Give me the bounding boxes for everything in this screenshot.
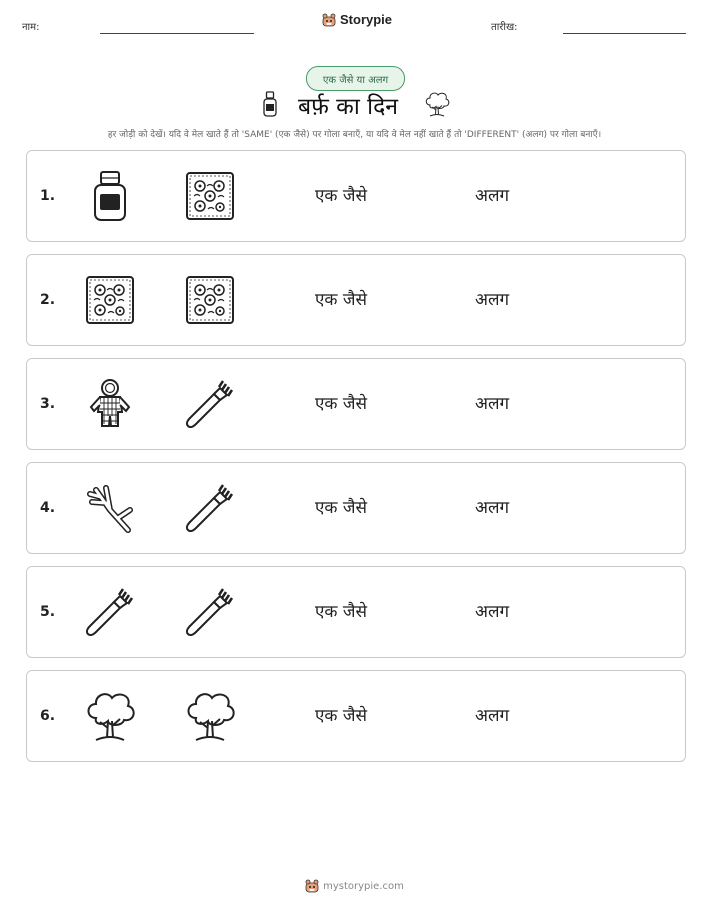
flower-tile-icon — [182, 168, 238, 224]
date-line[interactable] — [563, 33, 686, 34]
different-option[interactable]: अलग — [475, 186, 510, 206]
question-row-5 — [26, 566, 686, 658]
tree-picture — [82, 688, 138, 744]
storypie-mascot-icon — [322, 13, 336, 27]
worksheet-tag: एक जैसे या अलग — [306, 66, 405, 91]
name-line[interactable] — [100, 33, 254, 34]
different-option[interactable]: अलग — [475, 602, 510, 622]
question-number: 2. — [40, 292, 56, 308]
twig-icon — [82, 480, 138, 536]
bottle-icon — [262, 91, 278, 117]
name-label: नाम: — [22, 22, 40, 33]
question-row-2 — [26, 254, 686, 346]
toothbrush-icon — [182, 584, 238, 640]
different-option[interactable]: अलग — [475, 394, 510, 414]
question-row-1 — [26, 150, 686, 242]
title-row — [0, 89, 709, 121]
page-title: बर्फ़ का दिन — [298, 94, 399, 120]
toothbrush-picture — [182, 584, 238, 640]
question-number: 4. — [40, 500, 56, 516]
same-option[interactable]: एक जैसे — [315, 706, 367, 726]
flower-tile-icon — [82, 272, 138, 328]
bottle-icon — [82, 168, 138, 224]
tree-icon — [82, 688, 138, 744]
instructions: हर जोड़ी को देखें। यदि वे मेल खाते हैं तो 'SAME' (एक जैसे) पर गोला बनाएँ, या यदि वे मेल नहीं खाते हैं तो 'DIFFERENT' (अलग) पर गोला बनाएँ। — [107, 130, 602, 140]
tree-icon — [423, 89, 451, 119]
question-number: 6. — [40, 708, 56, 724]
toothbrush-icon — [182, 480, 238, 536]
question-row-6 — [26, 670, 686, 762]
question-number: 5. — [40, 604, 56, 620]
toothbrush-picture — [182, 376, 238, 432]
same-option[interactable]: एक जैसे — [315, 602, 367, 622]
toothbrush-icon — [182, 376, 238, 432]
same-option[interactable]: एक जैसे — [315, 394, 367, 414]
same-option[interactable]: एक जैसे — [315, 290, 367, 310]
snowsuit-icon — [82, 376, 138, 432]
flower-tile-picture — [182, 272, 238, 328]
snowsuit-picture — [82, 376, 138, 432]
date-label: तारीख: — [491, 22, 518, 33]
different-option[interactable]: अलग — [475, 498, 510, 518]
toothbrush-icon — [82, 584, 138, 640]
different-option[interactable]: अलग — [475, 706, 510, 726]
toothbrush-picture — [82, 584, 138, 640]
brand-name: Storypie — [340, 12, 393, 27]
same-option[interactable]: एक जैसे — [315, 186, 367, 206]
footer-site: mystorypie.com — [323, 880, 404, 892]
question-number: 3. — [40, 396, 56, 412]
question-row-4 — [26, 462, 686, 554]
flower-tile-picture — [182, 168, 238, 224]
same-option[interactable]: एक जैसे — [315, 498, 367, 518]
tree-picture — [182, 688, 238, 744]
twig-picture — [82, 480, 138, 536]
storypie-mascot-icon — [305, 879, 319, 893]
bottle-picture — [82, 168, 138, 224]
question-number: 1. — [40, 188, 56, 204]
question-row-3 — [26, 358, 686, 450]
toothbrush-picture — [182, 480, 238, 536]
different-option[interactable]: अलग — [475, 290, 510, 310]
flower-tile-picture — [82, 272, 138, 328]
footer — [0, 879, 709, 893]
tree-icon — [182, 688, 238, 744]
flower-tile-icon — [182, 272, 238, 328]
brand-logo — [322, 12, 392, 27]
